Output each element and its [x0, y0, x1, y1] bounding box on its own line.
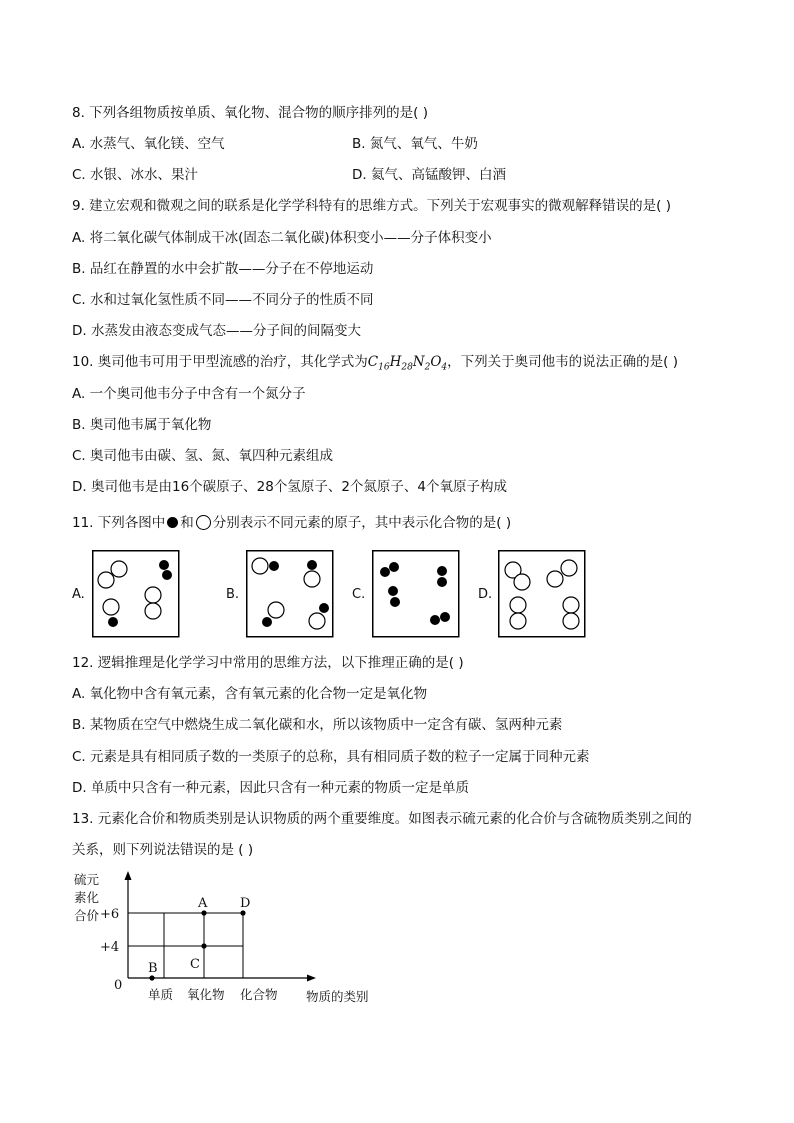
x-axis-label: 物质的类别: [306, 989, 369, 1004]
white-atom-icon: [196, 515, 211, 530]
q10-stem-pre: 10. 奥司他韦可用于甲型流感的治疗，其化学式为: [72, 354, 368, 370]
q10-stem: [72, 353, 678, 377]
point-label-a: A: [198, 896, 208, 911]
point-label-c: C: [190, 957, 200, 972]
q10-option-d: D. 奥司他韦是由16个碳原子、28个氢原子、2个氮原子、4个氧原子构成: [72, 479, 508, 495]
point-d: [240, 910, 245, 915]
y-tick-plus4: +4: [100, 940, 120, 955]
q12-stem: 12. 逻辑推理是化学学习中常用的思维方法，以下推理正确的是( ): [72, 655, 464, 671]
valence-category-chart: [60, 868, 400, 1013]
point-c: [201, 943, 206, 948]
particle-diagram-c: [372, 550, 460, 638]
q8-option-b: B. 氮气、氧气、牛奶: [352, 136, 478, 152]
q11-stem: 11. 下列各图中 和 分别表示不同元素的原子，其中表示化合物的是( ): [72, 515, 512, 531]
chemical-formula: $C_{16}H_{28}N_2O_4$: [367, 354, 448, 373]
particle-diagram-d: [498, 550, 586, 638]
particle-diagram-b: [246, 550, 334, 638]
q12-option-b: B. 某物质在空气中燃烧生成二氧化碳和水，所以该物质中一定含有碳、氢两种元素: [72, 717, 563, 733]
q9-option-a: A. 将二氧化碳气体制成干冰(固态二氧化碳)体积变小——分子体积变小: [72, 230, 492, 246]
q11-label-b: B.: [226, 587, 240, 602]
q12-option-c: C. 元素是具有相同质子数的一类原子的总称，具有相同质子数的粒子一定属于同种元素: [72, 749, 590, 765]
y-tick-plus6: +6: [100, 907, 120, 922]
q12-option-d: D. 单质中只含有一种元素，因此只含有一种元素的物质一定是单质: [72, 780, 469, 796]
point-b: [149, 975, 154, 980]
q12-option-a: A. 氧化物中含有氧元素，含有氧元素的化合物一定是氧化物: [72, 686, 428, 702]
x-category-single: 单质: [148, 987, 174, 1002]
q10-option-a: A. 一个奥司他韦分子中含有一个氮分子: [72, 386, 306, 402]
black-atom-icon: [167, 517, 178, 528]
q10-stem-post: ，下列关于奥司他韦的说法正确的是( ): [447, 354, 678, 370]
q13-stem-line2: 关系，则下列说法错误的是 ( ): [72, 842, 254, 858]
q9-option-c: C. 水和过氧化氢性质不同——不同分子的性质不同: [72, 292, 374, 308]
point-label-d: D: [240, 896, 251, 911]
x-category-oxide: 氧化物: [187, 987, 225, 1002]
point-label-b: B: [148, 961, 158, 976]
y-axis-arrow-icon: [125, 871, 132, 880]
q9-option-b: B. 品红在静置的水中会扩散——分子在不停地运动: [72, 261, 374, 277]
q11-label-d: D.: [478, 587, 493, 602]
q10-option-c: C. 奥司他韦由碳、氢、氮、氧四种元素组成: [72, 448, 334, 464]
q8-option-c: C. 水银、冰水、果汁: [72, 167, 199, 183]
q8-stem: 8. 下列各组物质按单质、氧化物、混合物的顺序排列的是( ): [72, 105, 428, 121]
q10-option-b: B. 奥司他韦属于氧化物: [72, 417, 212, 433]
q11-label-a: A.: [72, 587, 85, 602]
q8-option-a: A. 水蒸气、氧化镁、空气: [72, 136, 225, 152]
x-axis-arrow-icon: [307, 975, 316, 982]
q8-option-d: D. 氦气、高锰酸钾、白酒: [352, 167, 506, 183]
q13-stem-line1: 13. 元素化合价和物质类别是认识物质的两个重要维度。如图表示硫元素的化合价与含硫物质类别之间的: [72, 811, 692, 827]
x-category-compound: 化合物: [240, 987, 278, 1002]
y-axis-label-line1: 硫元: [74, 872, 100, 887]
q11-label-c: C.: [352, 587, 366, 602]
q9-stem: 9. 建立宏观和微观之间的联系是化学学科特有的思维方式。下列关于宏观事实的微观解释错误的是( ): [72, 198, 671, 214]
point-a: [201, 910, 206, 915]
y-tick-zero: 0: [114, 978, 123, 993]
q9-option-d: D. 水蒸发由液态变成气态——分子间的间隔变大: [72, 323, 361, 339]
y-axis-label-line3: 合价: [74, 908, 100, 923]
particle-diagram-a: [92, 550, 180, 638]
y-axis-label-line2: 素化: [74, 890, 100, 905]
